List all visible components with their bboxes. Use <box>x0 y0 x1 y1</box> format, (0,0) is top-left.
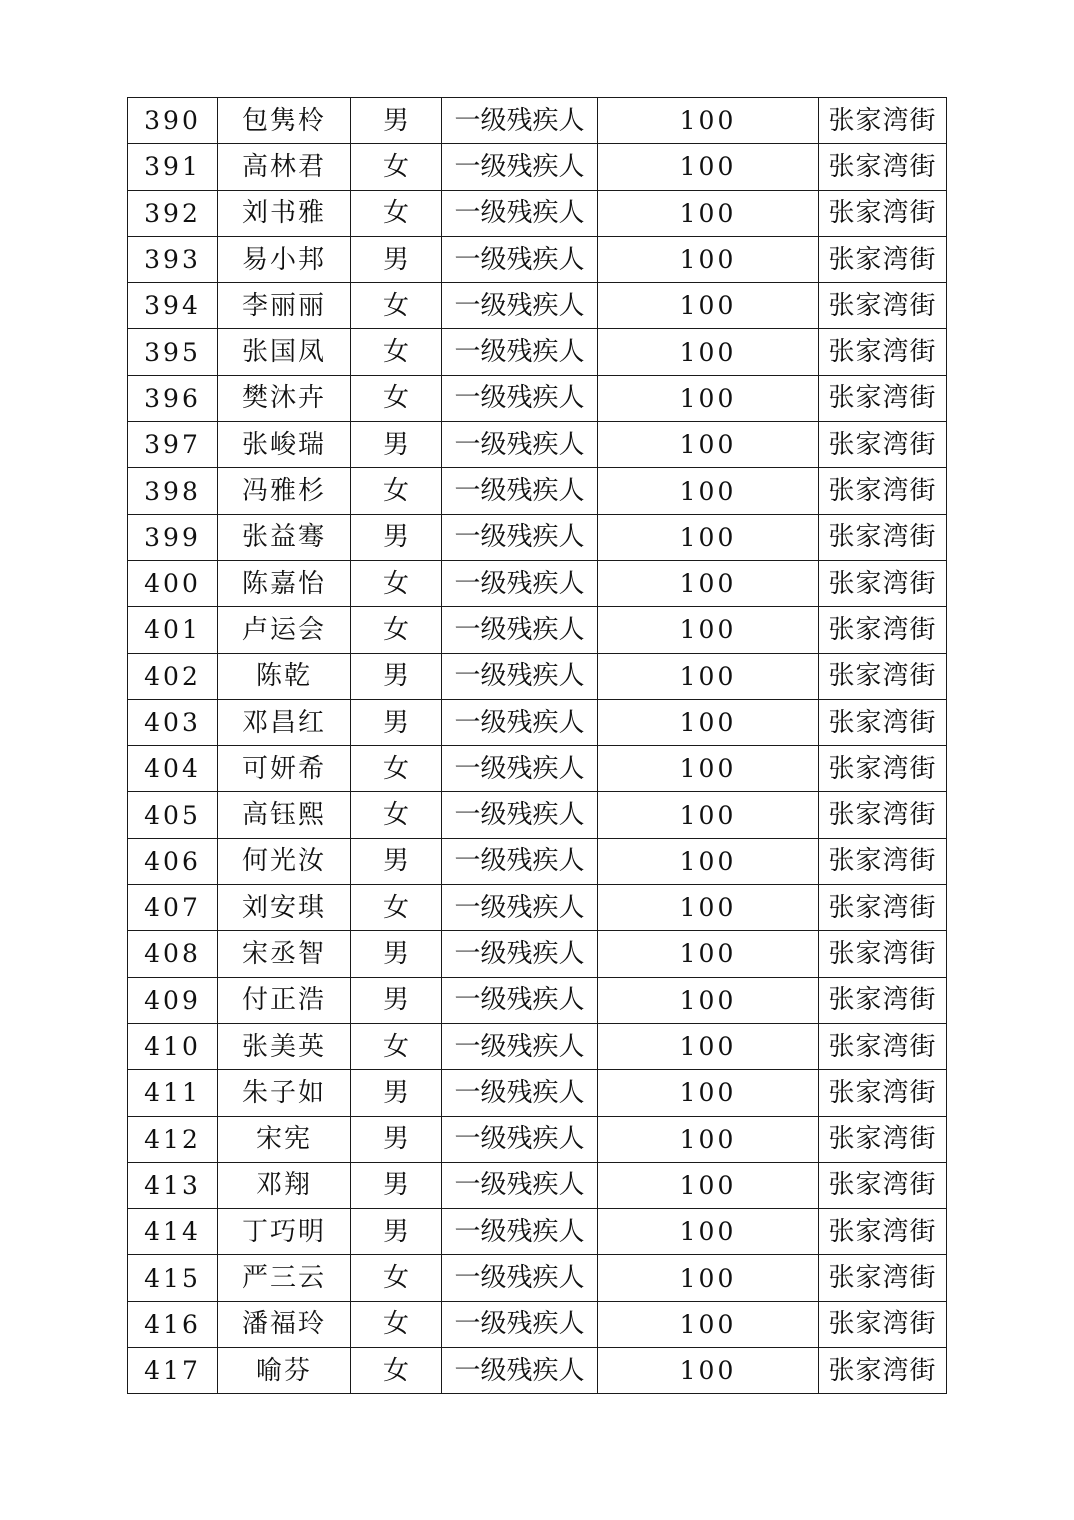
cell-name: 喻芬 <box>218 1348 351 1394</box>
cell-category: 一级残疾人 <box>442 1209 598 1255</box>
cell-amount: 100 <box>598 607 819 653</box>
cell-number: 413 <box>128 1162 218 1208</box>
cell-amount: 100 <box>598 977 819 1023</box>
cell-address: 张家湾街 <box>819 1070 947 1116</box>
cell-number: 398 <box>128 468 218 514</box>
cell-amount: 100 <box>598 422 819 468</box>
cell-name: 高林君 <box>218 144 351 190</box>
cell-category: 一级残疾人 <box>442 236 598 282</box>
cell-amount: 100 <box>598 1255 819 1301</box>
cell-category: 一级残疾人 <box>442 1162 598 1208</box>
cell-gender: 女 <box>351 468 442 514</box>
cell-category: 一级残疾人 <box>442 838 598 884</box>
cell-amount: 100 <box>598 514 819 560</box>
cell-gender: 男 <box>351 1070 442 1116</box>
cell-category: 一级残疾人 <box>442 514 598 560</box>
cell-address: 张家湾街 <box>819 1301 947 1347</box>
cell-address: 张家湾街 <box>819 1209 947 1255</box>
cell-amount: 100 <box>598 98 819 144</box>
cell-gender: 女 <box>351 283 442 329</box>
table-row <box>128 422 947 468</box>
cell-address: 张家湾街 <box>819 653 947 699</box>
cell-category: 一级残疾人 <box>442 283 598 329</box>
cell-name: 朱子如 <box>218 1070 351 1116</box>
cell-gender: 男 <box>351 1162 442 1208</box>
cell-amount: 100 <box>598 1070 819 1116</box>
cell-amount: 100 <box>598 190 819 236</box>
cell-amount: 100 <box>598 746 819 792</box>
cell-name: 冯雅杉 <box>218 468 351 514</box>
cell-number: 411 <box>128 1070 218 1116</box>
cell-category: 一级残疾人 <box>442 977 598 1023</box>
table-row <box>128 283 947 329</box>
cell-amount: 100 <box>598 329 819 375</box>
cell-amount: 100 <box>598 144 819 190</box>
cell-gender: 女 <box>351 1348 442 1394</box>
table-row <box>128 699 947 745</box>
cell-category: 一级残疾人 <box>442 699 598 745</box>
cell-number: 409 <box>128 977 218 1023</box>
cell-gender: 男 <box>351 422 442 468</box>
cell-number: 396 <box>128 375 218 421</box>
cell-amount: 100 <box>598 1301 819 1347</box>
table-row <box>128 1348 947 1394</box>
cell-gender: 女 <box>351 190 442 236</box>
cell-category: 一级残疾人 <box>442 1348 598 1394</box>
cell-name: 樊沐卉 <box>218 375 351 421</box>
cell-gender: 男 <box>351 236 442 282</box>
cell-gender: 男 <box>351 514 442 560</box>
cell-address: 张家湾街 <box>819 1023 947 1069</box>
cell-amount: 100 <box>598 699 819 745</box>
cell-address: 张家湾街 <box>819 283 947 329</box>
table-row <box>128 514 947 560</box>
table-row <box>128 1255 947 1301</box>
cell-name: 邓昌红 <box>218 699 351 745</box>
cell-number: 416 <box>128 1301 218 1347</box>
table-row <box>128 98 947 144</box>
table-row <box>128 653 947 699</box>
cell-number: 399 <box>128 514 218 560</box>
cell-number: 417 <box>128 1348 218 1394</box>
cell-address: 张家湾街 <box>819 838 947 884</box>
table-row <box>128 1162 947 1208</box>
cell-gender: 男 <box>351 98 442 144</box>
cell-name: 潘福玲 <box>218 1301 351 1347</box>
table-row <box>128 838 947 884</box>
cell-address: 张家湾街 <box>819 375 947 421</box>
cell-name: 宋丞智 <box>218 931 351 977</box>
cell-gender: 女 <box>351 792 442 838</box>
cell-category: 一级残疾人 <box>442 931 598 977</box>
cell-number: 403 <box>128 699 218 745</box>
table-row <box>128 144 947 190</box>
cell-name: 张国凤 <box>218 329 351 375</box>
table-row <box>128 1070 947 1116</box>
cell-category: 一级残疾人 <box>442 98 598 144</box>
cell-address: 张家湾街 <box>819 514 947 560</box>
cell-gender: 男 <box>351 977 442 1023</box>
cell-name: 李丽丽 <box>218 283 351 329</box>
cell-number: 412 <box>128 1116 218 1162</box>
cell-gender: 女 <box>351 329 442 375</box>
cell-amount: 100 <box>598 838 819 884</box>
table-row <box>128 190 947 236</box>
cell-address: 张家湾街 <box>819 977 947 1023</box>
cell-number: 407 <box>128 885 218 931</box>
cell-address: 张家湾街 <box>819 746 947 792</box>
cell-category: 一级残疾人 <box>442 468 598 514</box>
cell-name: 付正浩 <box>218 977 351 1023</box>
cell-category: 一级残疾人 <box>442 653 598 699</box>
cell-number: 406 <box>128 838 218 884</box>
cell-category: 一级残疾人 <box>442 1116 598 1162</box>
cell-category: 一级残疾人 <box>442 1301 598 1347</box>
cell-name: 高钰熙 <box>218 792 351 838</box>
cell-address: 张家湾街 <box>819 560 947 606</box>
table-row <box>128 329 947 375</box>
cell-address: 张家湾街 <box>819 607 947 653</box>
cell-category: 一级残疾人 <box>442 144 598 190</box>
cell-gender: 男 <box>351 1209 442 1255</box>
cell-amount: 100 <box>598 1116 819 1162</box>
cell-category: 一级残疾人 <box>442 329 598 375</box>
cell-amount: 100 <box>598 1348 819 1394</box>
cell-category: 一级残疾人 <box>442 607 598 653</box>
cell-number: 408 <box>128 931 218 977</box>
cell-gender: 女 <box>351 1301 442 1347</box>
cell-gender: 女 <box>351 560 442 606</box>
cell-amount: 100 <box>598 885 819 931</box>
cell-gender: 男 <box>351 838 442 884</box>
cell-category: 一级残疾人 <box>442 190 598 236</box>
cell-address: 张家湾街 <box>819 329 947 375</box>
cell-gender: 女 <box>351 746 442 792</box>
cell-amount: 100 <box>598 792 819 838</box>
cell-name: 刘安琪 <box>218 885 351 931</box>
cell-address: 张家湾街 <box>819 190 947 236</box>
cell-gender: 女 <box>351 375 442 421</box>
cell-number: 393 <box>128 236 218 282</box>
table-row <box>128 1023 947 1069</box>
table-row <box>128 375 947 421</box>
cell-address: 张家湾街 <box>819 468 947 514</box>
table-row <box>128 931 947 977</box>
table-row <box>128 746 947 792</box>
cell-address: 张家湾街 <box>819 1116 947 1162</box>
cell-category: 一级残疾人 <box>442 746 598 792</box>
cell-category: 一级残疾人 <box>442 792 598 838</box>
cell-number: 392 <box>128 190 218 236</box>
table-row <box>128 607 947 653</box>
table-row <box>128 792 947 838</box>
cell-name: 刘书雅 <box>218 190 351 236</box>
cell-address: 张家湾街 <box>819 1255 947 1301</box>
cell-number: 404 <box>128 746 218 792</box>
cell-address: 张家湾街 <box>819 792 947 838</box>
cell-category: 一级残疾人 <box>442 560 598 606</box>
cell-gender: 男 <box>351 699 442 745</box>
cell-address: 张家湾街 <box>819 931 947 977</box>
cell-address: 张家湾街 <box>819 422 947 468</box>
cell-address: 张家湾街 <box>819 144 947 190</box>
cell-amount: 100 <box>598 931 819 977</box>
cell-gender: 男 <box>351 931 442 977</box>
cell-number: 402 <box>128 653 218 699</box>
cell-name: 邓翔 <box>218 1162 351 1208</box>
cell-name: 易小邦 <box>218 236 351 282</box>
cell-number: 405 <box>128 792 218 838</box>
cell-category: 一级残疾人 <box>442 375 598 421</box>
cell-address: 张家湾街 <box>819 1162 947 1208</box>
cell-category: 一级残疾人 <box>442 1023 598 1069</box>
table-row <box>128 885 947 931</box>
cell-name: 张美英 <box>218 1023 351 1069</box>
cell-number: 394 <box>128 283 218 329</box>
cell-number: 414 <box>128 1209 218 1255</box>
cell-address: 张家湾街 <box>819 1348 947 1394</box>
cell-amount: 100 <box>598 236 819 282</box>
table-row <box>128 1301 947 1347</box>
cell-amount: 100 <box>598 1162 819 1208</box>
recipient-table <box>127 97 947 1394</box>
table-row <box>128 1209 947 1255</box>
cell-name: 陈嘉怡 <box>218 560 351 606</box>
cell-category: 一级残疾人 <box>442 1070 598 1116</box>
cell-name: 何光汝 <box>218 838 351 884</box>
cell-number: 410 <box>128 1023 218 1069</box>
cell-gender: 女 <box>351 144 442 190</box>
cell-number: 397 <box>128 422 218 468</box>
cell-number: 391 <box>128 144 218 190</box>
cell-amount: 100 <box>598 1209 819 1255</box>
cell-amount: 100 <box>598 1023 819 1069</box>
cell-number: 401 <box>128 607 218 653</box>
cell-gender: 男 <box>351 653 442 699</box>
cell-name: 严三云 <box>218 1255 351 1301</box>
cell-name: 卢运会 <box>218 607 351 653</box>
cell-amount: 100 <box>598 560 819 606</box>
recipient-table-body <box>128 98 947 1394</box>
cell-gender: 男 <box>351 1116 442 1162</box>
cell-number: 400 <box>128 560 218 606</box>
cell-category: 一级残疾人 <box>442 1255 598 1301</box>
cell-gender: 女 <box>351 885 442 931</box>
cell-gender: 女 <box>351 1023 442 1069</box>
cell-amount: 100 <box>598 468 819 514</box>
cell-gender: 女 <box>351 607 442 653</box>
table-row <box>128 977 947 1023</box>
cell-category: 一级残疾人 <box>442 422 598 468</box>
cell-number: 390 <box>128 98 218 144</box>
cell-name: 宋宪 <box>218 1116 351 1162</box>
cell-name: 丁巧明 <box>218 1209 351 1255</box>
cell-address: 张家湾街 <box>819 699 947 745</box>
cell-address: 张家湾街 <box>819 236 947 282</box>
cell-amount: 100 <box>598 375 819 421</box>
cell-gender: 女 <box>351 1255 442 1301</box>
cell-number: 395 <box>128 329 218 375</box>
table-row <box>128 468 947 514</box>
cell-name: 可妍希 <box>218 746 351 792</box>
cell-amount: 100 <box>598 283 819 329</box>
cell-name: 张峻瑞 <box>218 422 351 468</box>
cell-name: 包隽柃 <box>218 98 351 144</box>
table-row <box>128 236 947 282</box>
table-row <box>128 560 947 606</box>
cell-category: 一级残疾人 <box>442 885 598 931</box>
cell-name: 陈乾 <box>218 653 351 699</box>
cell-number: 415 <box>128 1255 218 1301</box>
cell-name: 张益骞 <box>218 514 351 560</box>
cell-address: 张家湾街 <box>819 885 947 931</box>
cell-address: 张家湾街 <box>819 98 947 144</box>
table-row <box>128 1116 947 1162</box>
cell-amount: 100 <box>598 653 819 699</box>
